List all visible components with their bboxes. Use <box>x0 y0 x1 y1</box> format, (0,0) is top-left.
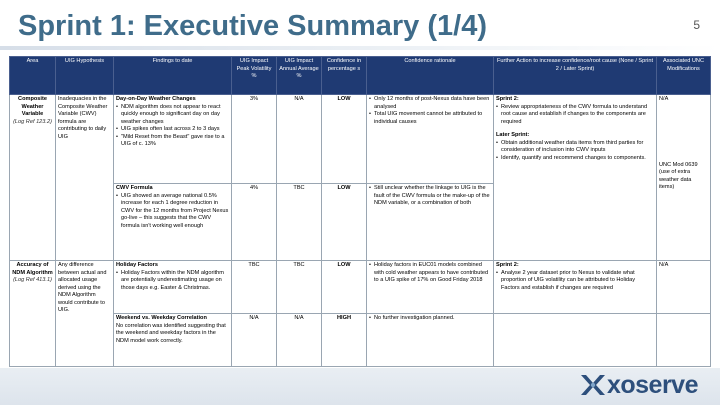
header-uig-hypothesis: UIG Hypothesis <box>56 57 114 95</box>
findings-cell <box>114 314 232 367</box>
finding-item: • UIG spikes often last across 2 to 3 days <box>116 126 229 134</box>
rationale-cell <box>367 95 494 184</box>
further-action-cell <box>494 314 657 367</box>
area-name: Accuracy of NDM Algorithm <box>12 262 53 276</box>
header-area: Area <box>10 57 56 95</box>
finding-item: • Holiday Factors within the NDM algorithm are potentially underestimating usage on those days e.g. Easter & Christmas. <box>116 270 229 293</box>
header-confidence: Confidence in percentage s <box>322 57 367 95</box>
header-confidence-rationale: Confidence rationale <box>367 57 494 95</box>
unc-cell <box>657 314 711 367</box>
action-item: • Analyse 2 year dataset prior to Nexus to validate what proportion of UIG volatility can be attributed to Holiday Factors and establish if changes are required <box>496 270 654 293</box>
log-ref: (Log Ref 123.2) <box>13 118 52 125</box>
confidence-value: HIGH <box>322 314 367 367</box>
slide-title: Sprint 1: Executive Summary (1/4) <box>18 10 487 42</box>
annual-average-value: N/A <box>277 95 322 184</box>
findings-cell <box>114 95 232 184</box>
annual-average-value: N/A <box>277 314 322 367</box>
logo-text: xoserve <box>606 370 698 399</box>
xoserve-x-icon <box>579 373 607 397</box>
rationale-cell <box>367 314 494 367</box>
further-action-cell <box>494 261 657 314</box>
rationale-item: • Total UIG movement cannot be attributed to individual causes <box>369 111 491 126</box>
table-header-row <box>10 57 711 95</box>
peak-volatility-value: TBC <box>232 261 277 314</box>
action-item: • Identify, quantify and recommend changes to components. <box>496 155 654 163</box>
header-findings: Findings to date <box>114 57 232 95</box>
rationale-item: • Still unclear whether the linkage to UIG is the fault of the CWV formula or the make-up of the NDM variable, or a combination of both <box>369 185 491 208</box>
area-cell <box>10 261 56 367</box>
sprint2-label: Sprint 2: <box>496 96 519 102</box>
rationale-cell <box>367 184 494 261</box>
header-annual-average: UIG Impact Annual Average % <box>277 57 322 95</box>
confidence-value: LOW <box>322 184 367 261</box>
finding-title: Day-on-Day Weather Changes <box>116 96 196 102</box>
finding-title: CWV Formula <box>116 185 153 192</box>
sprint2-label: Sprint 2: <box>496 262 519 269</box>
peak-volatility-value: 4% <box>232 184 277 261</box>
xoserve-logo <box>579 371 698 399</box>
area-cell <box>10 95 56 261</box>
table-row <box>10 261 711 314</box>
annual-average-value: TBC <box>277 261 322 314</box>
executive-summary-table <box>9 56 711 367</box>
finding-title: Holiday Factors <box>116 262 158 269</box>
title-rule <box>0 46 720 50</box>
unc-mod-value: UNC Mod 0639 (use of extra weather data items) <box>659 161 698 191</box>
annual-average-value: TBC <box>277 184 322 261</box>
action-item: • Obtain additional weather data items from third parties for consideration of inclusion into CWV inputs <box>496 140 654 155</box>
finding-item: • NDM algorithm does not appear to react quickly enough to significant day on day weather changes <box>116 104 229 127</box>
rationale-cell <box>367 261 494 314</box>
finding-item: • "Mild Reset from the Beast" gave rise to a UIG of c. 13% <box>116 134 229 149</box>
unc-cell <box>657 95 711 261</box>
finding-item: • UIG showed an average national 0.5% increase for each 1 degree reduction in CWV for the 12 months from Project Nexus go-live – this suggests that the CWV formula isn't working well enough <box>116 193 229 231</box>
page-number: 5 <box>693 18 700 32</box>
later-sprint-label: Later Sprint: <box>496 132 530 139</box>
header-further-action: Further Action to increase confidence/root cause (None / Sprint 2 / Later Sprint) <box>494 57 657 95</box>
table-row <box>10 314 711 367</box>
further-action-cell <box>494 95 657 261</box>
findings-cell <box>114 184 232 261</box>
rationale-item: • No further investigation planned. <box>369 315 491 323</box>
header-unc-modifications: Associated UNC Modifications <box>657 57 711 95</box>
hypothesis-cell: Inadequacies in the Composite Weather Variable (CWV) formula are contributing to daily UIG <box>56 95 114 261</box>
peak-volatility-value: 3% <box>232 95 277 184</box>
confidence-value: LOW <box>322 95 367 184</box>
area-name: Composite Weather Variable <box>18 96 47 118</box>
hypothesis-cell: Any difference between actual and allocated usage derived using the NDM Algorithm would contribute to UIG. <box>56 261 114 367</box>
action-item: • Review appropriateness of the CWV formula to understand root cause and establish if changes to the components are required <box>496 104 654 127</box>
peak-volatility-value: N/A <box>232 314 277 367</box>
rationale-item: • Only 12 months of post-Nexus data have been analysed <box>369 96 491 111</box>
findings-cell <box>114 261 232 314</box>
unc-cell: N/A <box>657 261 711 314</box>
header-peak-volatility: UIG Impact Peak Volatility % <box>232 57 277 95</box>
table-row <box>10 95 711 184</box>
rationale-item: • Holiday factors in EUC01 models combined with cold weather appears to have contributed to a UIG spike of 17% on Good Friday 2018 <box>369 262 491 285</box>
finding-text: No correlation was identified suggesting that the weekend and weekday factors in the NDM model work correctly. <box>116 322 226 344</box>
unc-value: N/A <box>659 96 669 102</box>
log-ref: (Log Ref 413.1) <box>13 277 52 284</box>
finding-title: Weekend vs. Weekday Correlation <box>116 315 207 322</box>
confidence-value: LOW <box>322 261 367 314</box>
